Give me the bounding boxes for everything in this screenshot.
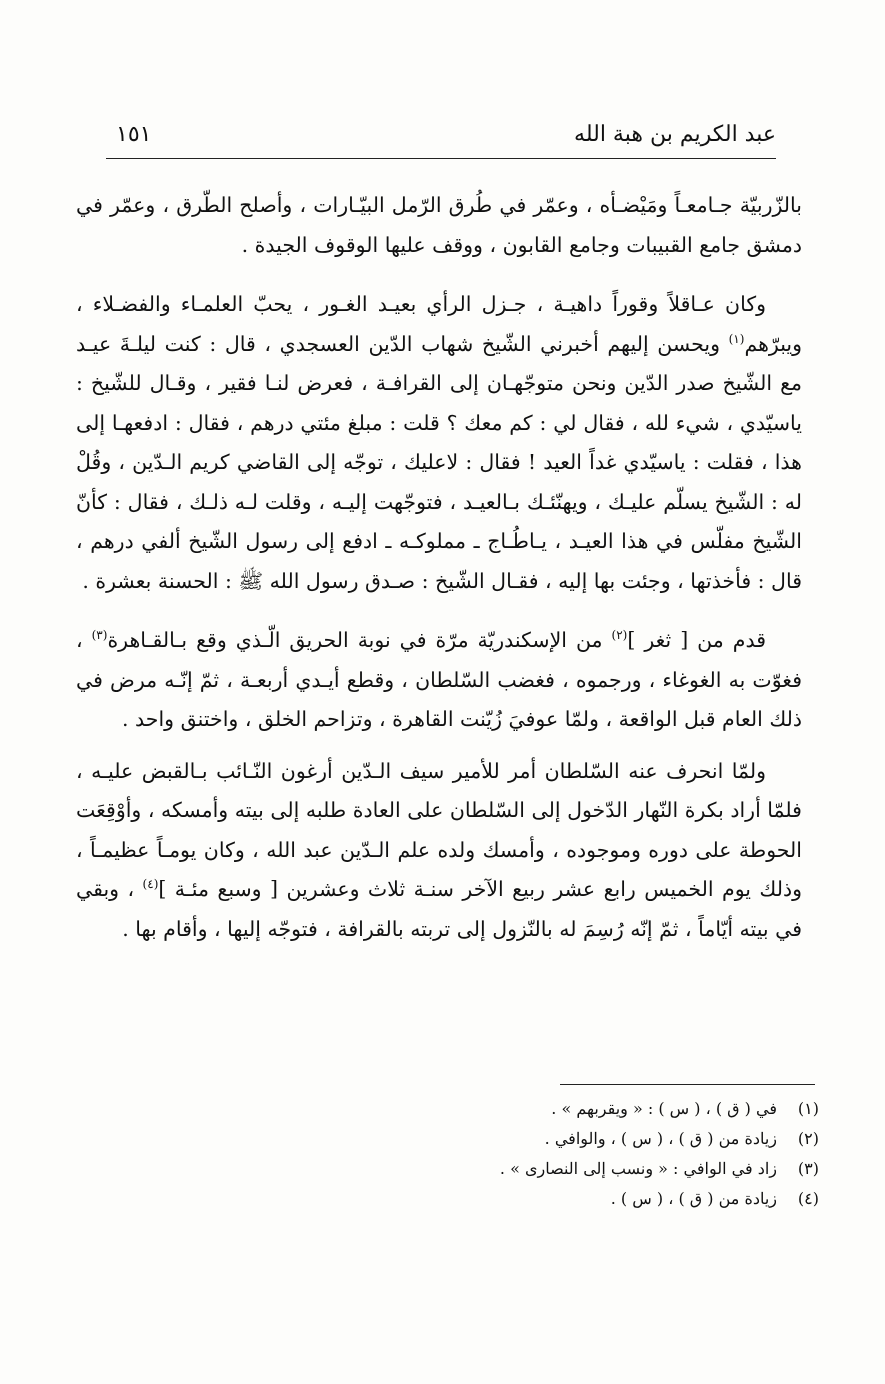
- paragraph-3-part-a: قدم من [ ثغر ]: [627, 628, 766, 652]
- footnote-ref-2[interactable]: (٢): [611, 628, 628, 643]
- paragraph-4-part-b: ، وبقي في بيته أيّاماً ، ثمّ إنّه رُسِمَ له بالنّزول إلى تربته بالقرافة ، فتوجّه إليها ، وأقام بها .: [76, 877, 802, 941]
- page-number: ١٥١: [116, 122, 152, 147]
- running-title: عبد الكريم بن هبة الله: [574, 122, 776, 147]
- paragraph-2-part-b: ويحسن إليهم أخبرني الشّيخ شهاب الدّين العسجدي ، قال : كنت ليلـةَ عيـد مع الشّيخ صدر الدّين ونحن متوجّهـان إلى القرافـة ، فعرض لنـا فقير ، وقـال للشّيخ : ياسيّدي ، شيء لله ، فقال لي : كم معك ؟ قلت : مبلغ مئتي درهم ، فقال : ادفعهـا إلى هذا ، فقلت : ياسيّدي غداً العيد ! فقال : لاعليك ، توجّه إلى القاضي كريم الـدّين ، وقُلْ له : الشّيخ يسلّم عليـك ، ويهنّئـك بـالعيـد ، فتوجّهت إليـه ، وقلت لـه ذلـك ، فقال : كأنّ الشّيخ مفلّس في هذا العيـد ، يـاطُـاج ـ مملوكـه ـ ادفع إلى رسول الشّيخ ألفي درهم ، قال : فأخذتها ، وجئت بها إليه ، فقـال الشّيخ : صـدق رسول الله ﷺ : الحسنة بعشرة .: [76, 331, 802, 593]
- running-header: [106, 118, 776, 159]
- footnote-text: زيادة من ( ق ) ، ( س ) ، والوافي .: [544, 1129, 777, 1148]
- paragraph-3-part-c: ، فغوّت به الغوغاء ، ورجموه ، فغضب السّلطان ، وقطع أيـدي أربعـة ، ثمّ إنّـه مرض في ذلك العام قبل الواقعة ، ولمّا عوفيَ زُيّنت القاهرة ، وتزاحم الخلق ، واختنق واحد .: [76, 628, 802, 731]
- footnote-3: [119, 1154, 819, 1184]
- paragraph-3-part-b: من الإسكندريّة مرّة في نوبة الحريق الّـذي وقع بـالقـاهرة: [107, 628, 612, 652]
- footnote-number: (٤): [797, 1189, 819, 1208]
- footnote-text: زيادة من ( ق ) ، ( س ) .: [610, 1189, 777, 1208]
- footnote-text: زاد في الوافي : « ونسب إلى النصارى » .: [499, 1159, 777, 1178]
- paragraph-1: بالزّربيّة جـامعـاً ومَيْضـأه ، وعمّر في طُرق الرّمل البيّـارات ، وأصلح الطّرق ، وعمّر في دمشق جامع القبيبات وجامع القابون ، ووقف عليها الوقوف الجيدة .: [76, 193, 802, 257]
- footnote-number: (٣): [797, 1159, 819, 1178]
- footnote-number: (١): [797, 1099, 819, 1118]
- footnote-ref-3[interactable]: (٣): [91, 628, 108, 643]
- footnote-text: في ( ق ) ، ( س ) : « ويقربهم » .: [551, 1099, 777, 1118]
- footnotes: [119, 1094, 819, 1214]
- footnote-2: [119, 1124, 819, 1154]
- footnote-ref-4[interactable]: (٤): [142, 877, 159, 892]
- footnote-ref-1[interactable]: (١): [728, 331, 745, 346]
- paragraph-3: [76, 621, 802, 740]
- paragraph-2: [76, 285, 802, 601]
- footnote-4: [119, 1184, 819, 1214]
- main-text: [76, 186, 802, 949]
- footnote-divider: [560, 1084, 815, 1085]
- footnote-number: (٢): [797, 1129, 819, 1148]
- paragraph-4: [76, 752, 802, 950]
- paragraph-2-part-a: وكان عـاقلاً وقوراً داهيـة ، جـزل الرأي بعيـد الغـور ، يحبّ العلمـاء والفضـلاء ، ويبرّهم: [76, 292, 802, 356]
- footnote-1: [119, 1094, 819, 1124]
- paragraph-4-part-a: ولمّا انحرف عنه السّلطان أمر للأمير سيف الـدّين أرغون النّـائب بـالقبض عليـه ، فلمّا أراد بكرة النّهار الدّخول إلى السّلطان على العادة طلبه إلى بيته وأمسكه ، وأوْقِعَت الحوطة على دوره وموجوده ، وأمسك ولده علم الـدّين عبد الله ، وكان يومـاً عظيمـاً ، وذلك يوم الخميس رابع عشر ربيع الآخر سنـة ثلاث وعشرين [ وسبع مئـة ]: [76, 758, 802, 901]
